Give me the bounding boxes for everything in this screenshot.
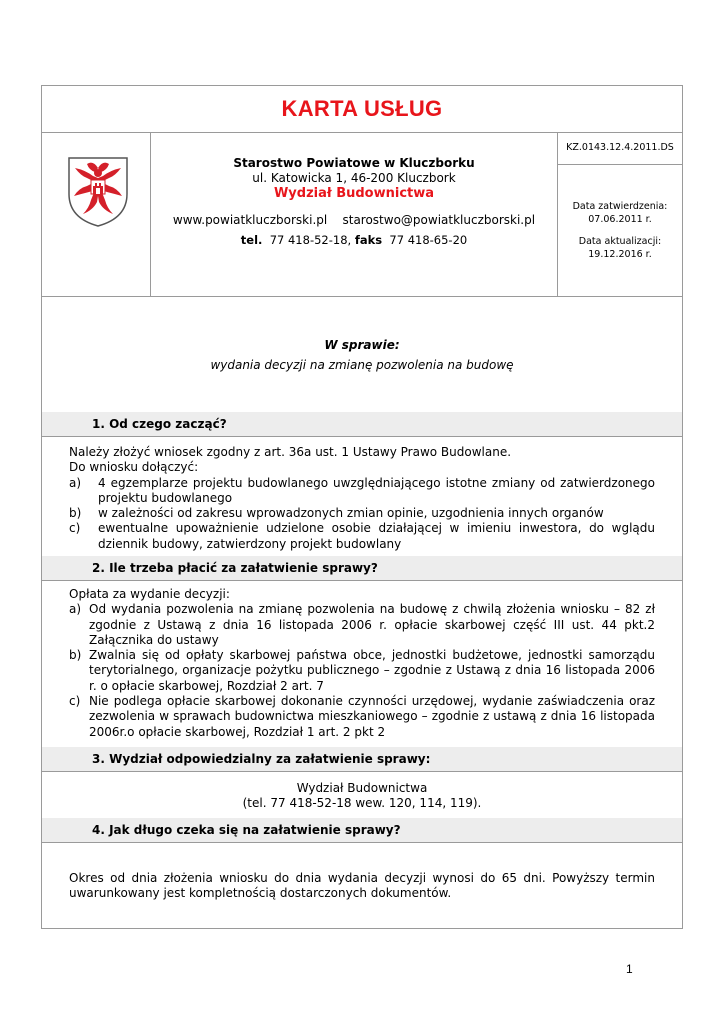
doc-code: KZ.0143.12.4.2011.DS bbox=[566, 142, 674, 153]
office-info bbox=[150, 132, 558, 296]
contact-line bbox=[151, 213, 557, 227]
divider bbox=[42, 580, 682, 581]
section-2-body bbox=[42, 587, 682, 740]
phone-line bbox=[151, 233, 557, 247]
list-item bbox=[69, 506, 655, 521]
tel-value: 77 418-52-18, bbox=[269, 233, 352, 247]
address: ul. Katowicka 1, 46-200 Kluczbork bbox=[252, 171, 456, 185]
page-title: KARTA USŁUG bbox=[281, 96, 443, 121]
department-name: Wydział Budownictwa bbox=[273, 186, 435, 201]
approval-label: Data zatwierdzenia: bbox=[572, 201, 668, 212]
list-text: w zależności od zakresu wprowadzonych zmian opinie, uzgodnienia innych organów bbox=[98, 506, 604, 521]
fax-value: 77 418-65-20 bbox=[389, 233, 468, 247]
approval-date: 07.06.2011 r. bbox=[588, 214, 652, 225]
section-1-intro: Należy złożyć wniosek zgodny z art. 36a ust. 1 Ustawy Prawo Budowlane. bbox=[69, 445, 512, 459]
list-marker: c) bbox=[69, 694, 81, 709]
list-marker: a) bbox=[69, 475, 82, 490]
section-1-intro-2: Do wniosku dołączyć: bbox=[69, 460, 199, 475]
section-4-heading: 4. Jak długo czeka się na załatwienie sprawy? bbox=[42, 818, 682, 842]
section-2-heading: 2. Ile trzeba płacić za załatwienie sprawy? bbox=[42, 556, 682, 580]
list-item bbox=[69, 648, 655, 694]
coat-of-arms-eagle-icon bbox=[67, 156, 129, 228]
section-3-heading: 3. Wydział odpowiedzialny za załatwienie sprawy: bbox=[42, 747, 682, 771]
website-link[interactable]: www.powiatkluczborski.pl bbox=[172, 213, 328, 227]
crest-cell bbox=[42, 132, 150, 296]
list-marker: c) bbox=[69, 521, 81, 536]
section-3-body bbox=[42, 781, 682, 812]
tel-label: tel. bbox=[240, 233, 263, 247]
document-meta bbox=[558, 132, 682, 296]
list-item bbox=[69, 521, 655, 552]
divider bbox=[558, 164, 682, 165]
list-marker: b) bbox=[69, 648, 82, 663]
dates bbox=[558, 200, 682, 261]
subject-label: W sprawie: bbox=[324, 338, 400, 352]
org-name: Starostwo Powiatowe w Kluczborku bbox=[233, 156, 475, 170]
email-link[interactable]: starostwo@powiatkluczborski.pl bbox=[342, 213, 536, 227]
list-text: Zwalnia się od opłaty skarbowej państwa obce, jednostki budżetowe, jednostki samorządu terytorialnego, organizacje pożytku publicznego – zgodnie z Ustawą z dnia 16 listopada 2006 r. o opłacie skarbowej, Rozdział 2 art. 7 bbox=[89, 648, 655, 693]
section-1-body bbox=[42, 445, 682, 552]
section-4-body: Okres od dnia złożenia wniosku do dnia wydania decyzji wynosi do 65 dni. Powyższy termin uwarunkowany jest kompletnością dostarczonych dokumentów. bbox=[69, 871, 655, 901]
list-marker: b) bbox=[69, 506, 82, 521]
list-item bbox=[69, 694, 655, 740]
list-text: 4 egzemplarze projektu budowlanego uwzględniającego istotne zmiany od zatwierdzonego projektu budowlanego bbox=[98, 475, 655, 505]
department-line: Wydział Budownictwa bbox=[296, 781, 428, 795]
fax-label: faks bbox=[354, 233, 383, 247]
page-number: 1 bbox=[626, 962, 633, 976]
update-label: Data aktualizacji: bbox=[578, 236, 662, 247]
list-item bbox=[69, 476, 655, 507]
department-phone: (tel. 77 418-52-18 wew. 120, 114, 119). bbox=[242, 796, 482, 811]
service-card bbox=[41, 85, 683, 929]
divider bbox=[42, 436, 682, 437]
header bbox=[42, 132, 682, 296]
subject bbox=[42, 296, 682, 412]
section-1-heading: 1. Od czego zacząć? bbox=[42, 412, 682, 436]
divider bbox=[42, 842, 682, 843]
subject-text: wydania decyzji na zmianę pozwolenia na budowę bbox=[210, 358, 514, 372]
divider bbox=[42, 771, 682, 772]
list-marker: a) bbox=[69, 602, 82, 617]
list-text: Nie podlega opłacie skarbowej dokonanie czynności urzędowej, wydanie zaświadczenia oraz zezwolenia w sprawach budownictwa mieszkaniowego – zgodnie z ustawą z dnia 16 listopada 2006r.o opłacie skarbowej, Rozdział 1 art. 2 pkt 2 bbox=[89, 694, 655, 739]
list-item bbox=[69, 602, 655, 648]
list-text: ewentualne upoważnienie udzielone osobie działającej w imieniu inwestora, do wglądu dziennik budowy, zatwierdzony projekt budowlany bbox=[98, 521, 655, 551]
list-text: Od wydania pozwolenia na zmianę pozwolenia na budowę z chwilą złożenia wniosku – 82 zł zgodnie z Ustawą z dnia 16 listopada 2006 r. opłacie skarbowej część III ust. 44 pkt.2 Załącznika do ustawy bbox=[89, 602, 655, 647]
section-2-intro: Opłata za wydanie decyzji: bbox=[69, 587, 230, 601]
update-date: 19.12.2016 r. bbox=[588, 249, 652, 260]
